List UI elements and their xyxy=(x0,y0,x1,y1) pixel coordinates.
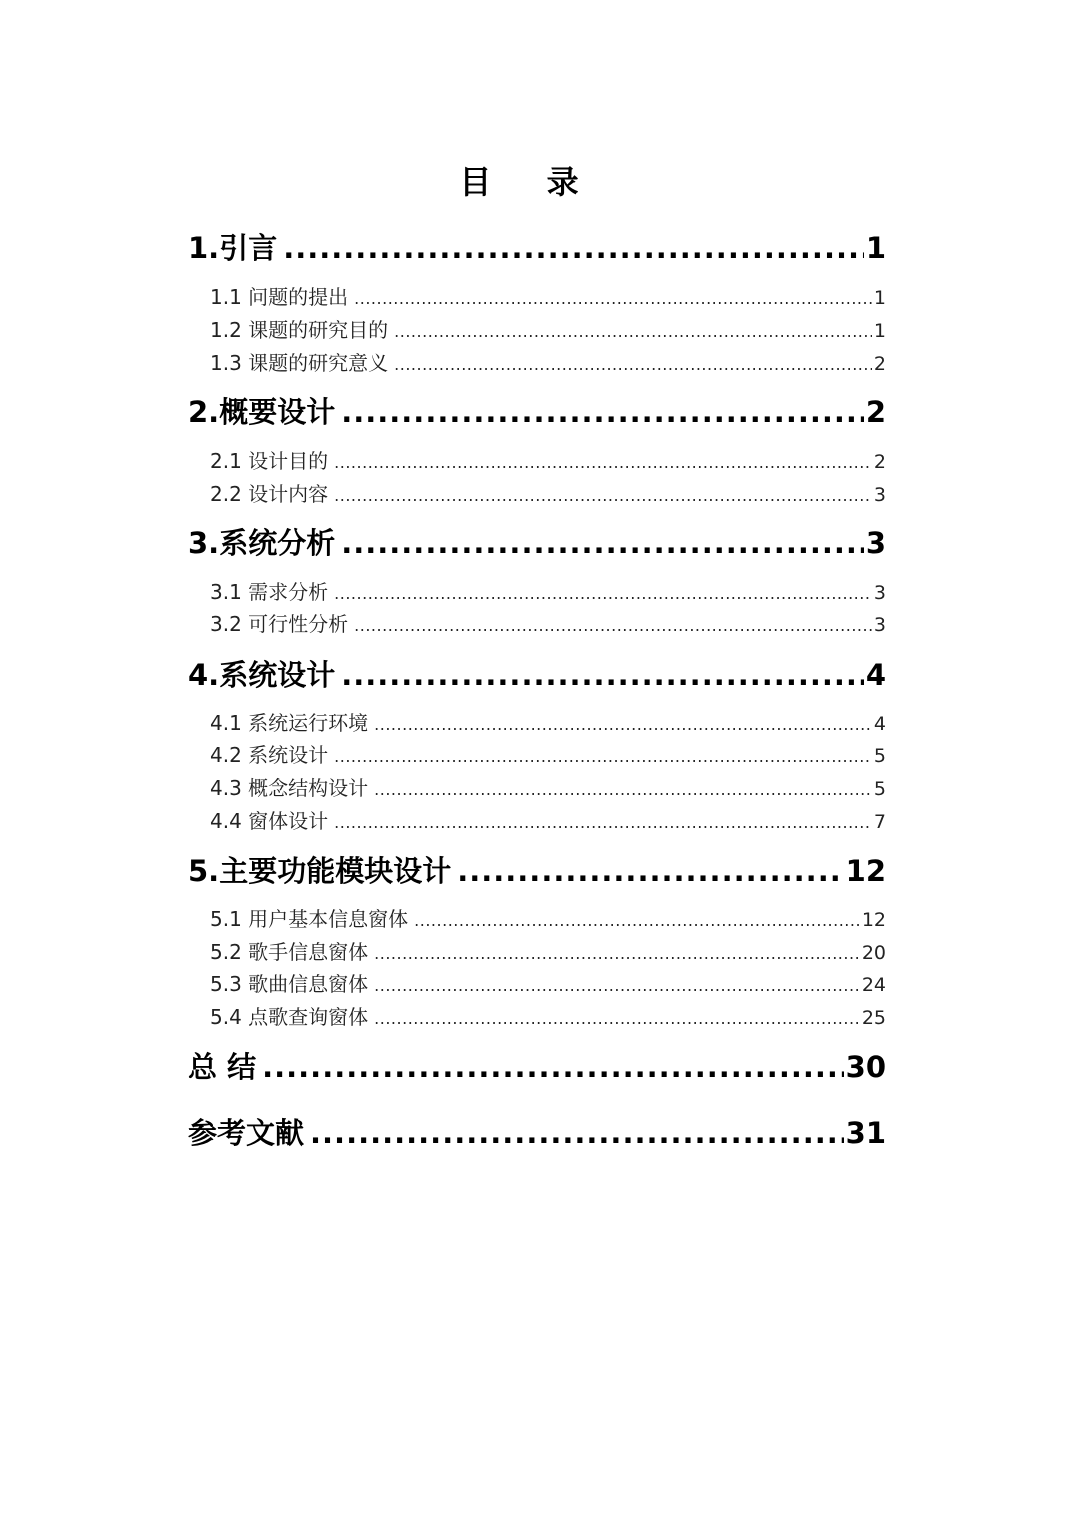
toc-entry-page: 1 xyxy=(865,231,886,265)
toc-section-entry[interactable] xyxy=(210,283,886,311)
toc-entry-label: 4.3 概念结构设计 xyxy=(210,776,369,800)
toc-entry-page: 12 xyxy=(861,909,886,931)
dot-leader xyxy=(414,907,860,933)
toc-section-entry[interactable] xyxy=(210,807,886,835)
dot-leader xyxy=(374,711,872,737)
toc-entry-page: 25 xyxy=(861,1007,886,1029)
toc-entry-label: 1.引言 xyxy=(188,231,278,265)
toc-section-entry[interactable] xyxy=(210,938,886,966)
dot-leader xyxy=(394,318,872,344)
toc-section-entry[interactable] xyxy=(210,970,886,998)
toc-entry-label: 3.2 可行性分析 xyxy=(210,612,349,636)
toc-section-entry[interactable] xyxy=(210,349,886,377)
toc-entry-label: 2.概要设计 xyxy=(188,395,336,429)
toc-chapter-entry[interactable] xyxy=(188,1113,886,1153)
toc-title: 目 录 xyxy=(459,163,601,201)
toc-entry-page: 4 xyxy=(865,658,886,692)
toc-section-entry[interactable] xyxy=(210,709,886,737)
dot-leader xyxy=(374,1005,860,1031)
dot-leader xyxy=(341,392,864,432)
toc-chapter-entry[interactable] xyxy=(188,523,886,563)
toc-entry-label: 5.主要功能模块设计 xyxy=(188,854,452,888)
dot-leader xyxy=(310,1113,844,1153)
toc-chapter-entry[interactable] xyxy=(188,655,886,695)
dot-leader xyxy=(354,612,872,638)
toc-entry-label: 参考文献 xyxy=(188,1116,305,1150)
toc-entry-label: 4.2 系统设计 xyxy=(210,743,329,767)
dot-leader xyxy=(354,285,872,311)
toc-entry-page: 2 xyxy=(873,353,886,375)
toc-chapter-entry[interactable] xyxy=(188,1047,886,1087)
toc-entry-label: 4.1 系统运行环境 xyxy=(210,711,369,735)
dot-leader xyxy=(374,940,860,966)
dot-leader xyxy=(341,655,864,695)
toc-section-entry[interactable] xyxy=(210,316,886,344)
dot-leader xyxy=(394,351,872,377)
toc-entry-page: 12 xyxy=(845,854,886,888)
dot-leader xyxy=(334,809,872,835)
toc-entry-page: 2 xyxy=(873,451,886,473)
toc-entry-label: 2.2 设计内容 xyxy=(210,482,329,506)
toc-entry-label: 3.系统分析 xyxy=(188,526,336,560)
toc-chapter-entry[interactable] xyxy=(188,392,886,432)
toc-entry-page: 24 xyxy=(861,974,886,996)
toc-entry-page: 31 xyxy=(845,1116,886,1150)
toc-chapter-entry[interactable] xyxy=(188,228,886,268)
toc-entry-label: 4.系统设计 xyxy=(188,658,336,692)
dot-leader xyxy=(262,1047,844,1087)
toc-entry-label: 总 结 xyxy=(188,1050,257,1084)
toc-entry-label: 5.3 歌曲信息窗体 xyxy=(210,972,369,996)
toc-entry-page: 3 xyxy=(873,484,886,506)
toc-entry-page: 1 xyxy=(873,287,886,309)
toc-entry-page: 4 xyxy=(873,713,886,735)
toc-entry-page: 20 xyxy=(861,942,886,964)
toc-entry-label: 1.1 问题的提出 xyxy=(210,285,349,309)
toc-section-entry[interactable] xyxy=(210,480,886,508)
toc-entry-label: 5.4 点歌查询窗体 xyxy=(210,1005,369,1029)
toc-entry-page: 3 xyxy=(873,614,886,636)
toc-section-entry[interactable] xyxy=(210,905,886,933)
toc-entry-page: 7 xyxy=(873,811,886,833)
toc-chapter-entry[interactable] xyxy=(188,851,886,891)
toc-entry-label: 2.1 设计目的 xyxy=(210,449,329,473)
dot-leader xyxy=(334,743,872,769)
dot-leader xyxy=(457,851,843,891)
dot-leader xyxy=(341,523,864,563)
toc-entry-label: 5.2 歌手信息窗体 xyxy=(210,940,369,964)
dot-leader xyxy=(283,228,864,268)
dot-leader xyxy=(334,449,872,475)
toc-section-entry[interactable] xyxy=(210,1003,886,1031)
dot-leader xyxy=(374,776,872,802)
toc-section-entry[interactable] xyxy=(210,774,886,802)
dot-leader xyxy=(334,580,872,606)
toc-entry-label: 3.1 需求分析 xyxy=(210,580,329,604)
toc-entry-page: 30 xyxy=(845,1050,886,1084)
toc-section-entry[interactable] xyxy=(210,578,886,606)
toc-entry-page: 1 xyxy=(873,320,886,342)
toc-section-entry[interactable] xyxy=(210,610,886,638)
toc-entry-label: 5.1 用户基本信息窗体 xyxy=(210,907,409,931)
toc-entry-label: 1.3 课题的研究意义 xyxy=(210,351,389,375)
toc-entry-label: 4.4 窗体设计 xyxy=(210,809,329,833)
toc-entry-page: 3 xyxy=(873,582,886,604)
toc-entry-label: 1.2 课题的研究目的 xyxy=(210,318,389,342)
toc-entry-page: 3 xyxy=(865,526,886,560)
toc-section-entry[interactable] xyxy=(210,741,886,769)
toc-section-entry[interactable] xyxy=(210,447,886,475)
dot-leader xyxy=(374,972,860,998)
toc-entry-page: 5 xyxy=(873,745,886,767)
toc-entry-page: 5 xyxy=(873,778,886,800)
toc-entry-page: 2 xyxy=(865,395,886,429)
dot-leader xyxy=(334,482,872,508)
